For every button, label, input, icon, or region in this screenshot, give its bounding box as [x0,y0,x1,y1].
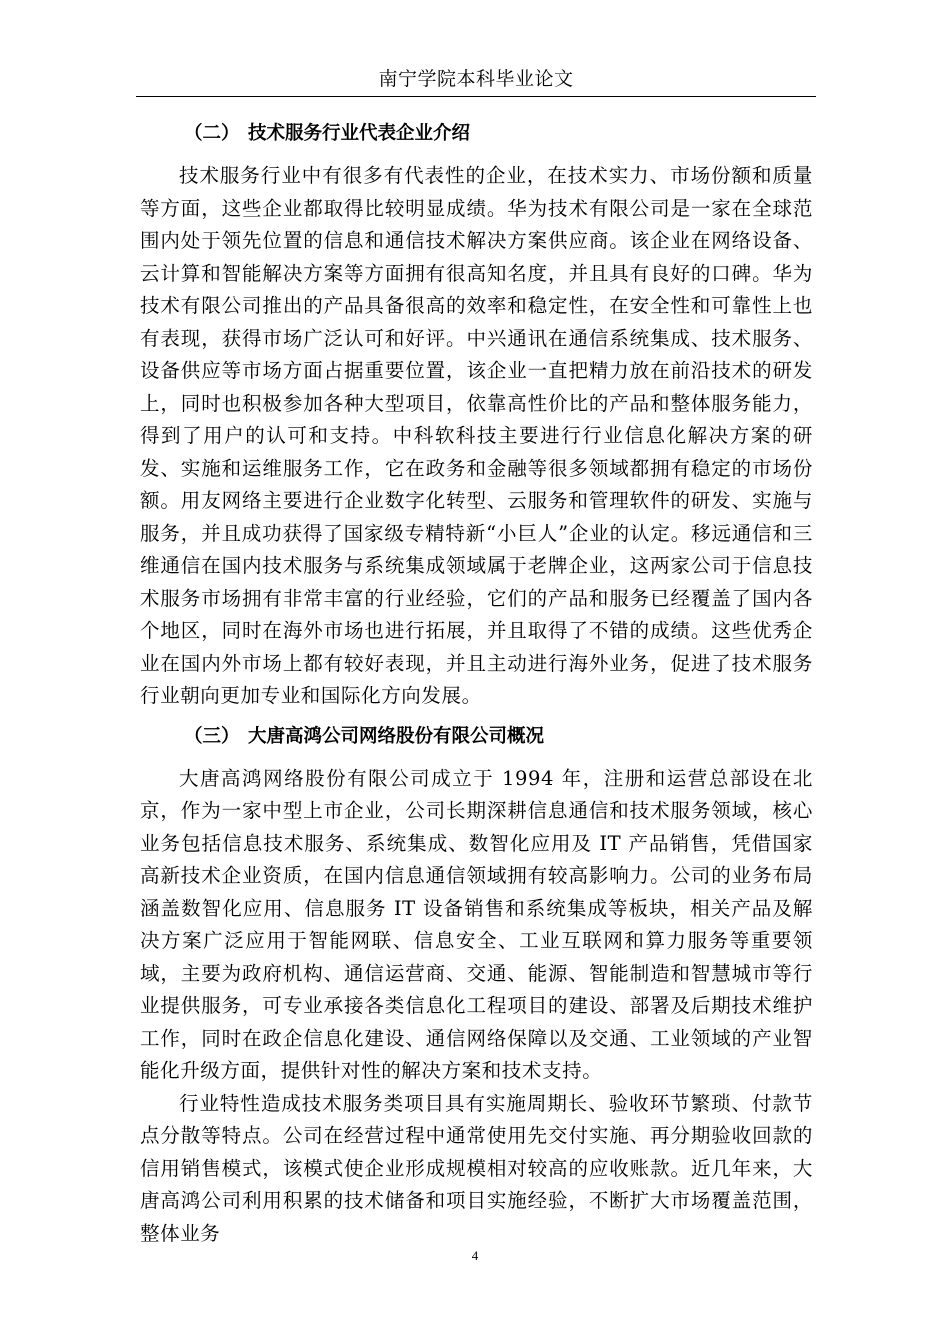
section-number: （三） [184,725,240,747]
section-heading-2 [140,122,813,152]
section-title: 大唐高鸿公司网络股份有限公司概况 [248,725,545,747]
section-heading-3 [140,725,813,755]
running-header-title: 南宁学院本科毕业论文 [378,68,574,90]
page-number: 4 [471,1248,479,1263]
section-number: （二） [184,123,240,144]
paragraph: 大唐高鸿网络股份有限公司成立于 1994 年，注册和运营总部设在北京，作为一家中型上市企业，公司长期深耕信息通信和技术服务领域，核心业务包括信息技术服务、系统集成、数智化应用及 IT 产品销售，凭借国家高新技术企业资质，在国内信息通信领域拥有较高影响力。公司的业务布局涵盖数智化应用、信息服务 IT 设备销售和系统集成等板块，相关产品及解决方案广泛应用于智能网联、信息安全、工业互联网和算力服务等重要领域，主要为政府机构、通信运营商、交通、能源、智能制造和智慧城市等行业提供服务，可专业承接各类信息化工程项目的建设、部署及后期技术维护工作，同时在政企信息化建设、通信网络保障以及交通、工业领域的产业智能化升级方面，提供针对性的解决方案和技术支持。 [140,766,813,1082]
paragraph: 技术服务行业中有很多有代表性的企业，在技术实力、市场份额和质量等方面，这些企业都取得比较明显成绩。华为技术有限公司是一家在全球范围内处于领先位置的信息和通信技术解决方案供应商。该企业在网络设备、云计算和智能解决方案等方面拥有很高知名度，并且具有良好的口碑。华为技术有限公司推出的产品具备很高的效率和稳定性，在安全性和可靠性上也有表现，获得市场广泛认可和好评。中兴通讯在通信系统集成、技术服务、设备供应等市场方面占据重要位置，该企业一直把精力放在前沿技术的研发上，同时也积极参加各种大型项目，依靠高性价比的产品和整体服务能力，得到了用户的认可和支持。中科软科技主要进行行业信息化解决方案的研发、实施和运维服务工作，它在政务和金融等很多领域都拥有稳定的市场份额。用友网络主要进行企业数字化转型、云服务和管理软件的研发、实施与服务，并且成功获得了国家级专精特新“小巨人”企业的认定。移远通信和三维通信在国内技术服务与系统集成领域属于老牌企业，这两家公司于信息技术服务市场拥有非常丰富的行业经验，它们的产品和服务已经覆盖了国内各个地区，同时在海外市场也进行拓展，并且取得了不错的成绩。这些优秀企业在国内外市场上都有较好表现，并且主动进行海外业务，促进了技术服务行业朝向更加专业和国际化方向发展。 [140,164,813,707]
paragraph: 行业特性造成技术服务类项目具有实施周期长、验收环节繁琐、付款节点分散等特点。公司在经营过程中通常使用先交付实施、再分期验收回款的信用销售模式，该模式使企业形成规模相对较高的应收账款。近几年来，大唐高鸿公司利用积累的技术储备和项目实施经验，不断扩大市场覆盖范围，整体业务 [140,1091,813,1245]
page-body [140,122,813,1250]
running-header [136,64,816,97]
section-title: 技术服务行业代表企业介绍 [248,123,471,144]
